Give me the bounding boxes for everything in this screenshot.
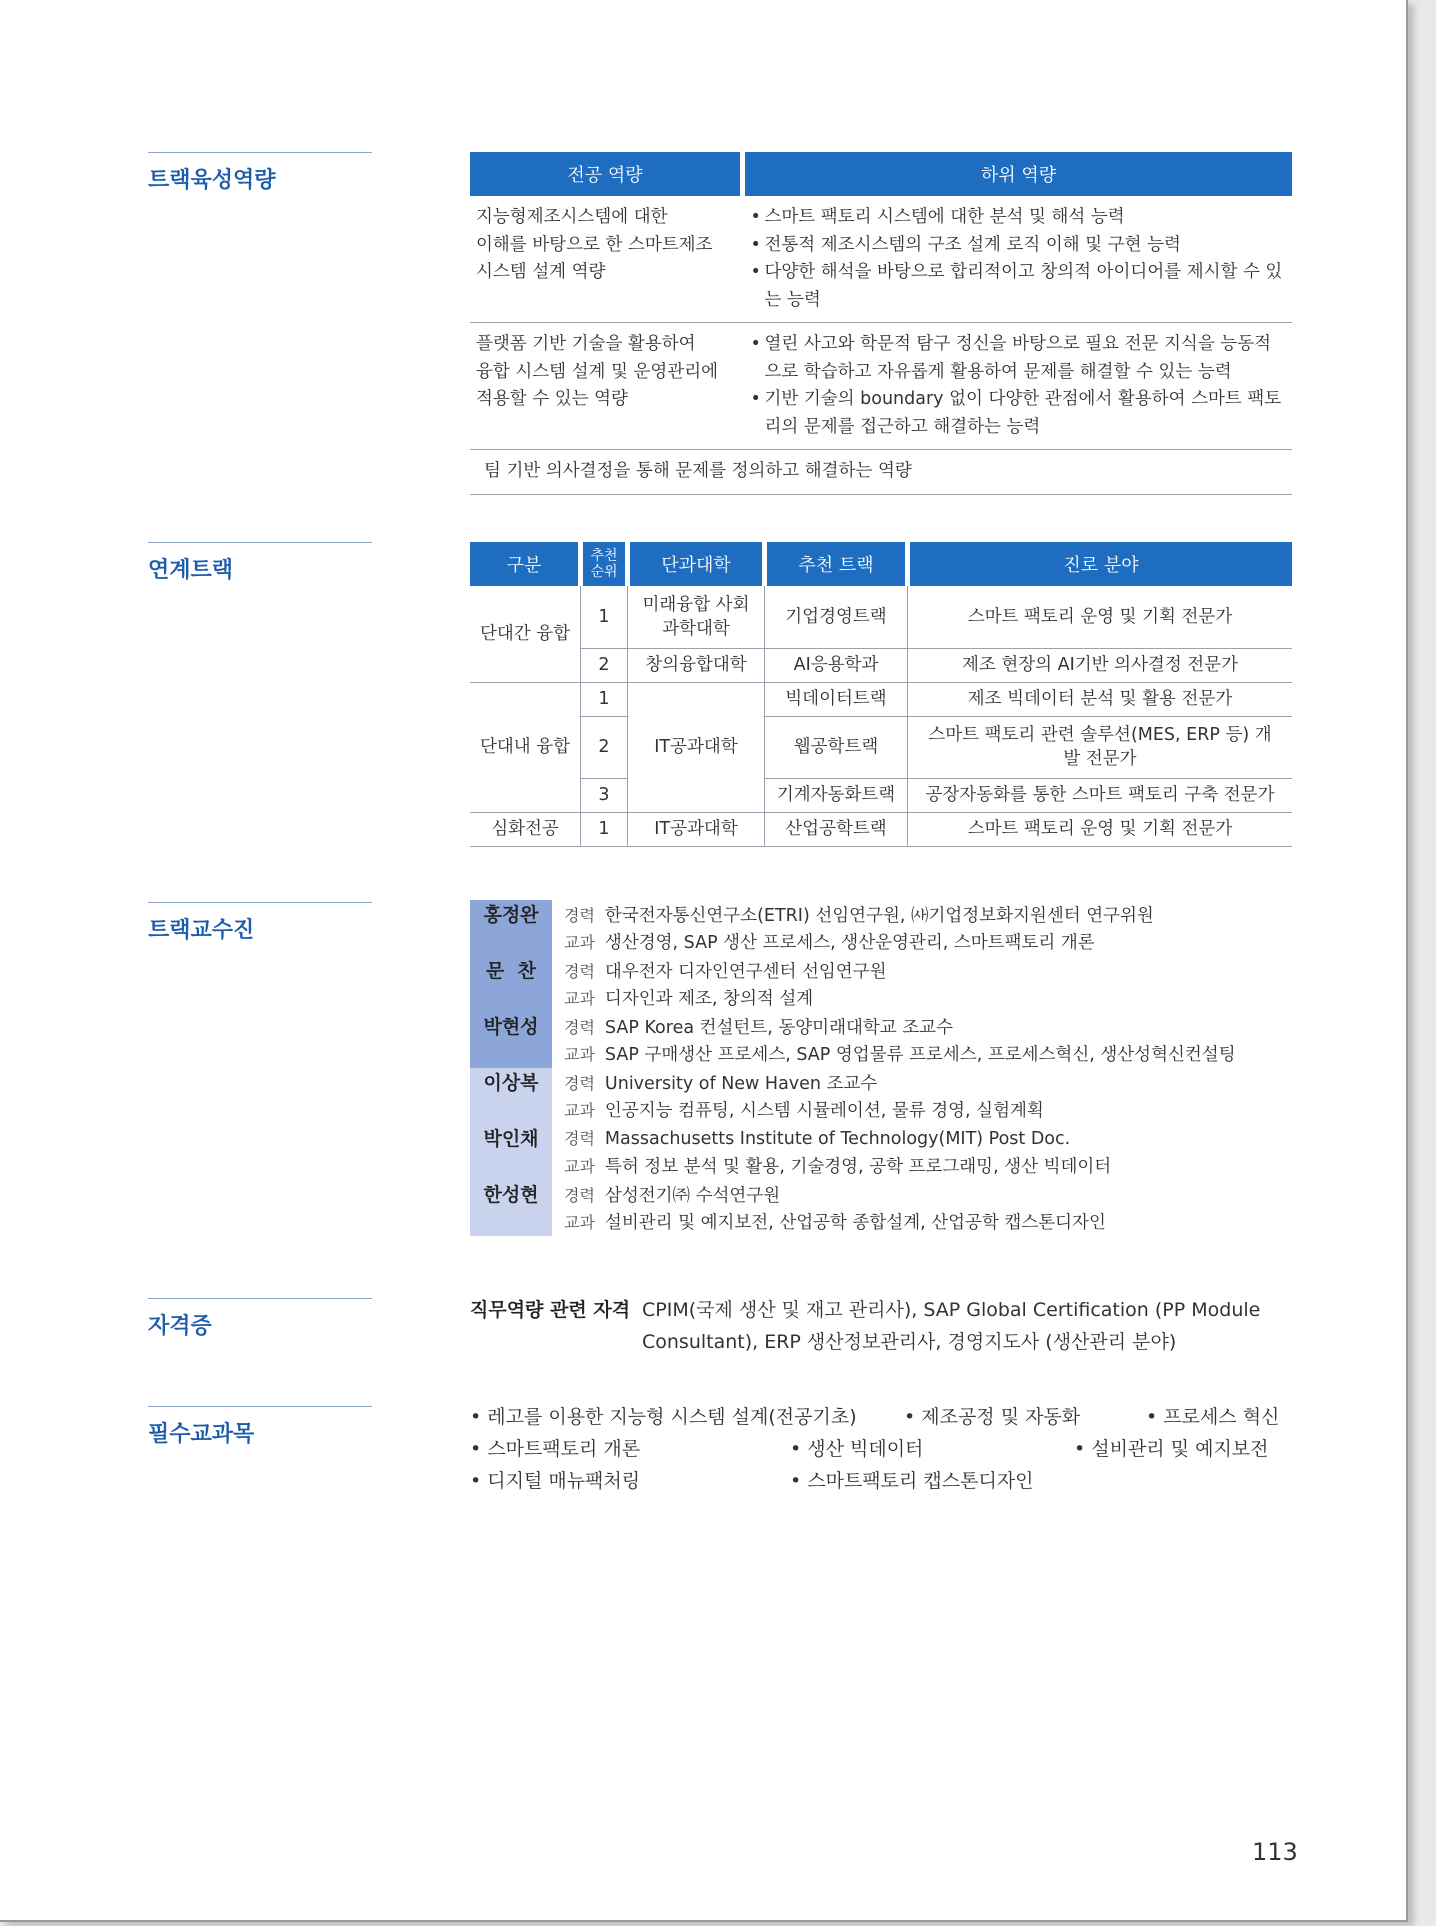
team-competency-cell: 팀 기반 의사결정을 통해 문제를 정의하고 해결하는 역량 xyxy=(470,450,1292,495)
list-item: • 전통적 제조시스템의 구조 설계 로직 이해 및 구현 능력 xyxy=(749,232,1287,260)
header-sub-competency: 하위 역량 xyxy=(743,152,1293,196)
career-tag: 경력 xyxy=(564,1186,595,1205)
career-tag: 경력 xyxy=(564,1074,595,1093)
list-item: • 설비관리 및 예지보전 xyxy=(1074,1438,1269,1460)
list-item: • 디지털 매뉴팩처링 xyxy=(470,1470,641,1492)
section-title-faculty: 트랙교수진 xyxy=(148,918,255,943)
cell-line: 플랫폼 기반 기술을 활용하여 xyxy=(476,334,696,354)
list-item: • 열린 사고와 학문적 탐구 정신을 바탕으로 필요 전문 지식을 능동적으로 학습하고 자유롭게 활용하여 문제를 해결할 수 있는 능력 xyxy=(749,331,1287,386)
faculty-career xyxy=(564,902,1154,927)
college-cell: 창의융합대학 xyxy=(628,648,765,682)
header-career: 진로 분야 xyxy=(908,542,1293,586)
course-tag: 교과 xyxy=(564,989,595,1008)
list-item: • 제조공정 및 자동화 xyxy=(904,1406,1081,1428)
faculty-name: 이상복 xyxy=(483,1072,539,1094)
faculty-course xyxy=(564,1209,1106,1234)
course-text: 디자인과 제조, 창의적 설계 xyxy=(604,989,814,1009)
group-intra: 단대내 융합 xyxy=(470,682,581,812)
career-text: 대우전자 디자인연구센터 선임연구원 xyxy=(604,962,887,982)
required-course: 제조공정 및 자동화 xyxy=(921,1406,1081,1428)
faculty-name: 박인채 xyxy=(483,1128,539,1150)
course-tag: 교과 xyxy=(564,933,595,952)
sub-competency-cell xyxy=(743,323,1293,450)
required-course: 스마트팩토리 캡스톤디자인 xyxy=(807,1470,1034,1492)
competency-table xyxy=(470,152,1292,495)
career-tag: 경력 xyxy=(564,1129,595,1148)
page-number: 113 xyxy=(1252,1838,1298,1866)
table-row xyxy=(470,648,1292,682)
cell-line: 시스템 설계 역량 xyxy=(476,262,606,282)
group-deep: 심화전공 xyxy=(470,812,581,846)
header-category: 구분 xyxy=(470,542,581,586)
certificate-line: CPIM(국제 생산 및 재고 관리사), SAP Global Certification (PP Module xyxy=(642,1299,1261,1321)
rank-cell: 1 xyxy=(581,812,628,846)
track-cell: AI응용학과 xyxy=(765,648,908,682)
rank-cell: 3 xyxy=(581,778,628,812)
section-competency xyxy=(148,152,372,194)
required-course: 설비관리 및 예지보전 xyxy=(1091,1438,1269,1460)
faculty-name: 문 찬 xyxy=(486,960,536,982)
required-course: 디지털 매뉴팩처링 xyxy=(487,1470,641,1492)
career-cell: 제조 빅데이터 분석 및 활용 전문가 xyxy=(908,682,1293,716)
header-major-competency: 전공 역량 xyxy=(470,152,743,196)
list-item: • 다양한 해석을 바탕으로 합리적이고 창의적 아이디어를 제시할 수 있는 능력 xyxy=(749,259,1287,314)
faculty-name: 홍정완 xyxy=(483,904,539,926)
track-cell: 산업공학트랙 xyxy=(765,812,908,846)
course-tag: 교과 xyxy=(564,1157,595,1176)
section-linked xyxy=(148,542,372,584)
career-text: 삼성전기㈜ 수석연구원 xyxy=(604,1186,781,1206)
course-text: 생산경영, SAP 생산 프로세스, 생산운영관리, 스마트팩토리 개론 xyxy=(604,933,1095,953)
required-course: 프로세스 혁신 xyxy=(1163,1406,1280,1428)
rank-cell: 1 xyxy=(581,682,628,716)
career-tag: 경력 xyxy=(564,962,595,981)
section-faculty xyxy=(148,902,372,944)
course-text: 설비관리 및 예지보전, 산업공학 종합설계, 산업공학 캡스톤디자인 xyxy=(604,1213,1106,1233)
track-cell: 기계자동화트랙 xyxy=(765,778,908,812)
career-cell: 제조 현장의 AI기반 의사결정 전문가 xyxy=(908,648,1293,682)
list-item: • 스마트팩토리 캡스톤디자인 xyxy=(790,1470,1034,1492)
table-row xyxy=(470,716,1292,778)
list-item: • 기반 기술의 boundary 없이 다양한 관점에서 활용하여 스마트 팩토리의 문제를 접근하고 해결하는 능력 xyxy=(749,386,1287,441)
faculty-career xyxy=(564,958,887,983)
faculty-name: 한성현 xyxy=(483,1184,539,1206)
list-item: • 생산 빅데이터 xyxy=(790,1438,924,1460)
certificate-label: 직무역량 관련 자격 xyxy=(470,1299,631,1321)
cell-line: 적용할 수 있는 역량 xyxy=(476,389,628,409)
faculty-career xyxy=(564,1182,780,1207)
faculty-course xyxy=(564,1041,1236,1066)
college-cell: IT공과대학 xyxy=(628,682,765,812)
section-required xyxy=(148,1406,372,1448)
faculty-career xyxy=(564,1126,1070,1149)
list-item: • 스마트 팩토리 시스템에 대한 분석 및 해석 능력 xyxy=(749,204,1287,232)
career-cell: 스마트 팩토리 운영 및 기획 전문가 xyxy=(908,812,1293,846)
section-title-linked: 연계트랙 xyxy=(148,558,234,583)
required-course: 생산 빅데이터 xyxy=(807,1438,924,1460)
career-tag: 경력 xyxy=(564,906,595,925)
career-text: Massachusetts Institute of Technology(MIT) Post Doc. xyxy=(604,1129,1071,1149)
certificate-text xyxy=(642,1294,1282,1358)
college-cell: 미래융합 사회과학대학 xyxy=(628,586,765,648)
career-tag: 경력 xyxy=(564,1018,595,1037)
group-inter: 단대간 융합 xyxy=(470,586,581,682)
major-competency-cell xyxy=(470,323,743,450)
cell-line: 융합 시스템 설계 및 운영관리에 xyxy=(476,361,719,382)
course-text: 특허 정보 분석 및 활용, 기술경영, 공학 프로그래밍, 생산 빅데이터 xyxy=(604,1157,1112,1177)
major-competency-cell xyxy=(470,196,743,323)
career-text: SAP Korea 컨설턴트, 동양미래대학교 조교수 xyxy=(604,1018,953,1038)
faculty-course xyxy=(564,1097,1044,1122)
course-tag: 교과 xyxy=(564,1213,595,1232)
list-item: • 프로세스 혁신 xyxy=(1146,1406,1280,1428)
header-college: 단과대학 xyxy=(628,542,765,586)
table-row xyxy=(470,586,1292,648)
course-tag: 교과 xyxy=(564,1045,595,1064)
table-row xyxy=(470,450,1292,495)
career-cell: 스마트 팩토리 운영 및 기획 전문가 xyxy=(908,586,1293,648)
course-text: SAP 구매생산 프로세스, SAP 영업물류 프로세스, 프로세스혁신, 생산성혁신컨설팅 xyxy=(604,1045,1236,1065)
list-item xyxy=(470,1124,1290,1180)
section-title-competency: 트랙육성역량 xyxy=(148,168,276,193)
list-item xyxy=(470,900,1290,956)
faculty-course xyxy=(564,929,1095,954)
faculty-career xyxy=(564,1070,877,1095)
header-track: 추천 트랙 xyxy=(765,542,908,586)
table-row xyxy=(470,682,1292,716)
section-title-certificate: 자격증 xyxy=(148,1314,212,1339)
table-row xyxy=(470,778,1292,812)
faculty-name: 박현성 xyxy=(483,1016,539,1038)
track-cell: 웹공학트랙 xyxy=(765,716,908,778)
sub-competency-cell xyxy=(743,196,1293,323)
faculty-career xyxy=(564,1014,953,1039)
faculty-course xyxy=(564,1153,1111,1178)
table-row xyxy=(470,812,1292,846)
required-course: 레고를 이용한 지능형 시스템 설계(전공기초) xyxy=(487,1406,857,1428)
career-cell: 스마트 팩토리 관련 솔루션(MES, ERP 등) 개발 전문가 xyxy=(908,716,1293,778)
section-certificate xyxy=(148,1298,372,1340)
header-rank: 추천 순위 xyxy=(581,542,628,586)
table-row xyxy=(470,196,1292,323)
list-item xyxy=(470,1012,1290,1068)
course-text: 인공지능 컴퓨팅, 시스템 시뮬레이션, 물류 경영, 실험계획 xyxy=(604,1101,1044,1121)
certificate-line: Consultant), ERP 생산정보관리사, 경영지도사 (생산관리 분야) xyxy=(642,1331,1177,1353)
career-cell: 공장자동화를 통한 스마트 팩토리 구축 전문가 xyxy=(908,778,1293,812)
track-cell: 기업경영트랙 xyxy=(765,586,908,648)
section-title-required: 필수교과목 xyxy=(148,1422,255,1447)
rank-cell: 2 xyxy=(581,716,628,778)
course-tag: 교과 xyxy=(564,1101,595,1120)
career-text: 한국전자통신연구소(ETRI) 선임연구원, ㈔기업정보화지원센터 연구위원 xyxy=(604,906,1154,926)
list-item xyxy=(470,1068,1290,1124)
list-item: • 레고를 이용한 지능형 시스템 설계(전공기초) xyxy=(470,1406,857,1428)
rank-cell: 2 xyxy=(581,648,628,682)
list-item: • 스마트팩토리 개론 xyxy=(470,1438,641,1460)
linked-track-table xyxy=(470,542,1292,847)
faculty-course xyxy=(564,985,813,1010)
table-row xyxy=(470,323,1292,450)
required-course: 스마트팩토리 개론 xyxy=(487,1438,641,1460)
career-text: University of New Haven 조교수 xyxy=(604,1074,878,1094)
list-item xyxy=(470,1180,1290,1236)
track-cell: 빅데이터트랙 xyxy=(765,682,908,716)
cell-line: 지능형제조시스템에 대한 xyxy=(476,207,668,227)
rank-cell: 1 xyxy=(581,586,628,648)
college-cell: IT공과대학 xyxy=(628,812,765,846)
cell-line: 이해를 바탕으로 한 스마트제조 xyxy=(476,234,713,255)
list-item xyxy=(470,956,1290,1012)
